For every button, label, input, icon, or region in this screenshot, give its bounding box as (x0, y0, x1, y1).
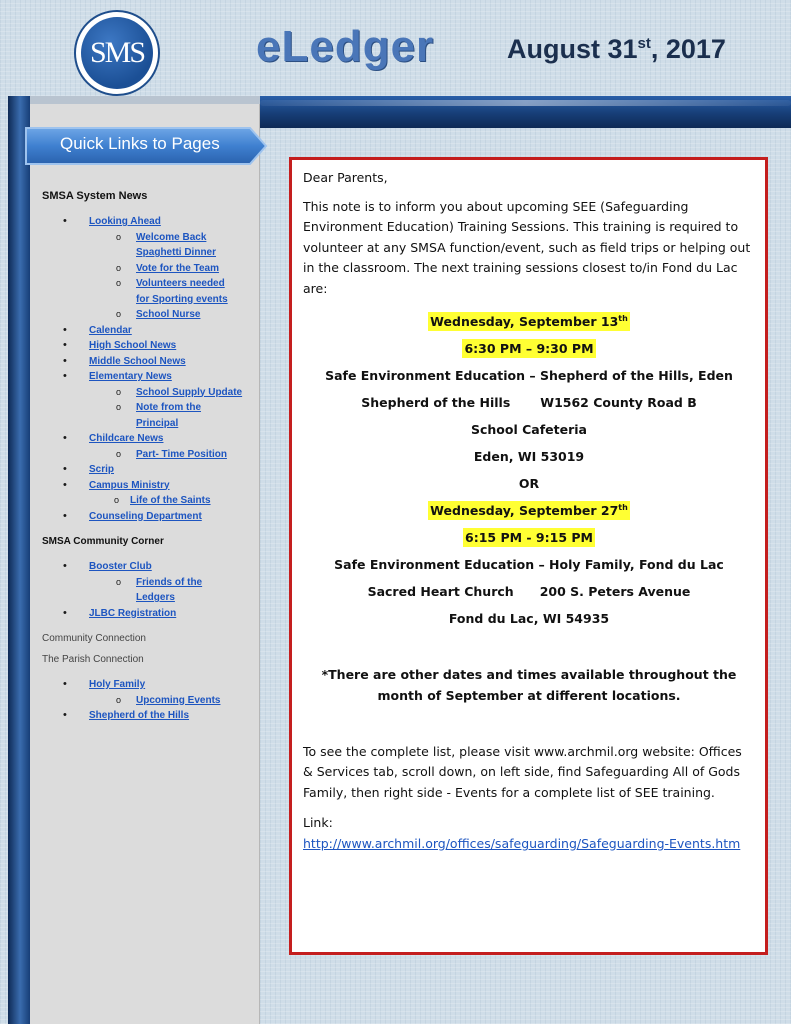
system-news-heading: SMSA System News (42, 190, 148, 202)
link-booster-club[interactable]: Booster Club (89, 561, 152, 572)
session1-time: 6:30 PM – 9:30 PM (464, 340, 594, 356)
list-item (42, 606, 256, 622)
left-accent-bar (8, 96, 30, 1024)
session2-venue: Sacred Heart Church 200 S. Peters Avenue (367, 583, 691, 599)
link-part-time-position[interactable]: Part- Time Position (136, 448, 227, 460)
session1-title: Safe Environment Education – Shepherd of the Hills, Eden (325, 367, 733, 383)
link-vote-team[interactable]: Vote for the Team (136, 262, 219, 274)
list-item (42, 431, 256, 447)
link-spaghetti-dinner[interactable]: Spaghetti Dinner (136, 247, 217, 258)
issue-date: August 31st, 2017 (507, 34, 726, 64)
letter-box (289, 157, 768, 955)
logo-text: SMS (81, 17, 153, 89)
newsletter-title: eLedger (256, 22, 435, 71)
school-logo (74, 10, 160, 96)
quick-links-label: Quick Links to Pages (60, 134, 220, 153)
list-item (42, 261, 256, 277)
link-shepherd-hills[interactable]: Shepherd of the Hills (89, 710, 190, 721)
link-ledgers[interactable]: Ledgers (136, 592, 175, 603)
link-note-from[interactable]: Note from the (136, 402, 201, 413)
list-item (42, 462, 256, 478)
link-url-wrap (303, 834, 755, 855)
instructions-paragraph: To see the complete list, please visit www.archmil.org website: Offices & Services tab, scroll down, on left side, find Safeguarding All of Gods Family, then right side - Events for a complete list of SEE training. (303, 743, 742, 800)
community-corner-heading: SMSA Community Corner (42, 536, 164, 547)
link-upcoming-events[interactable]: Upcoming Events (136, 694, 221, 706)
link-principal[interactable]: Principal (136, 417, 179, 429)
header-band-highlight (260, 100, 791, 106)
list-item (42, 214, 256, 230)
link-campus-ministry[interactable]: Campus Ministry (89, 479, 170, 491)
list-item (42, 307, 256, 323)
list-item (42, 509, 256, 525)
sidebar-top-strip (30, 96, 260, 104)
sidebar-nav (42, 186, 256, 724)
session1-room: School Cafeteria (471, 421, 587, 437)
list-item (42, 493, 256, 509)
link-childcare-news[interactable]: Childcare News (89, 433, 164, 444)
link-counseling[interactable]: Counseling Department (89, 510, 202, 522)
list-item (42, 338, 256, 354)
link-middle-school-news[interactable]: Middle School News (89, 355, 186, 367)
list-item (42, 276, 256, 307)
session2-time: 6:15 PM - 9:15 PM (465, 529, 593, 545)
link-elementary-news[interactable]: Elementary News (89, 371, 172, 382)
session2-title: Safe Environment Education – Holy Family, Fond du Lac (334, 556, 724, 572)
link-sporting-events[interactable]: for Sporting events (136, 293, 228, 305)
quick-links-banner (24, 126, 268, 166)
session1-venue: Shepherd of the Hills W1562 County Road B (361, 394, 697, 410)
list-item (42, 354, 256, 370)
community-connection-heading: Community Connection (42, 633, 146, 644)
link-school-nurse[interactable]: School Nurse (136, 309, 201, 320)
list-item (42, 677, 256, 693)
link-volunteers-needed[interactable]: Volunteers needed (136, 278, 225, 289)
link-scrip[interactable]: Scrip (89, 464, 115, 475)
intro-paragraph: This note is to inform you about upcoming SEE (Safeguarding Environment Education) Training Sessions. This training is required to volunteer at any SMSA function/event, such as field trips or helping out in the classroom. The next training sessions closest to/in Fond du Lac are: (303, 198, 751, 296)
list-item (42, 447, 256, 463)
link-high-school-news[interactable]: High School News (89, 340, 177, 351)
link-looking-ahead[interactable]: Looking Ahead (89, 216, 161, 227)
list-item (42, 400, 256, 431)
list-item (42, 575, 256, 606)
or-divider: OR (518, 475, 540, 491)
list-item (42, 230, 256, 261)
list-item (42, 478, 256, 494)
list-item (42, 559, 256, 575)
list-item (42, 708, 256, 724)
session2-city: Fond du Lac, WI 54935 (448, 610, 610, 626)
list-item (42, 385, 256, 401)
list-item (42, 693, 256, 709)
other-dates-note: *There are other dates and times available throughout the month of September at different locations. (321, 666, 737, 703)
link-label: Link: (303, 815, 333, 831)
list-item (42, 323, 256, 339)
safeguarding-events-link[interactable]: http://www.archmil.org/offices/safeguarding/Safeguarding-Events.htm (303, 835, 741, 851)
link-welcome-back[interactable]: Welcome Back (136, 231, 207, 243)
link-jlbc-registration[interactable]: JLBC Registration (89, 607, 177, 619)
link-calendar[interactable]: Calendar (89, 324, 132, 336)
greeting: Dear Parents, (303, 170, 388, 185)
session1-date: Wednesday, September 13th (430, 313, 628, 329)
session2-date: Wednesday, September 27th (430, 502, 628, 518)
link-life-of-saints[interactable]: Life of the Saints (130, 495, 211, 506)
session1-city: Eden, WI 53019 (473, 448, 585, 464)
list-item (42, 369, 256, 385)
link-school-supply[interactable]: School Supply Update (136, 386, 243, 398)
link-friends-of[interactable]: Friends of the (136, 576, 203, 588)
parish-heading: The Parish Connection (42, 654, 144, 665)
link-holy-family[interactable]: Holy Family (89, 679, 146, 690)
